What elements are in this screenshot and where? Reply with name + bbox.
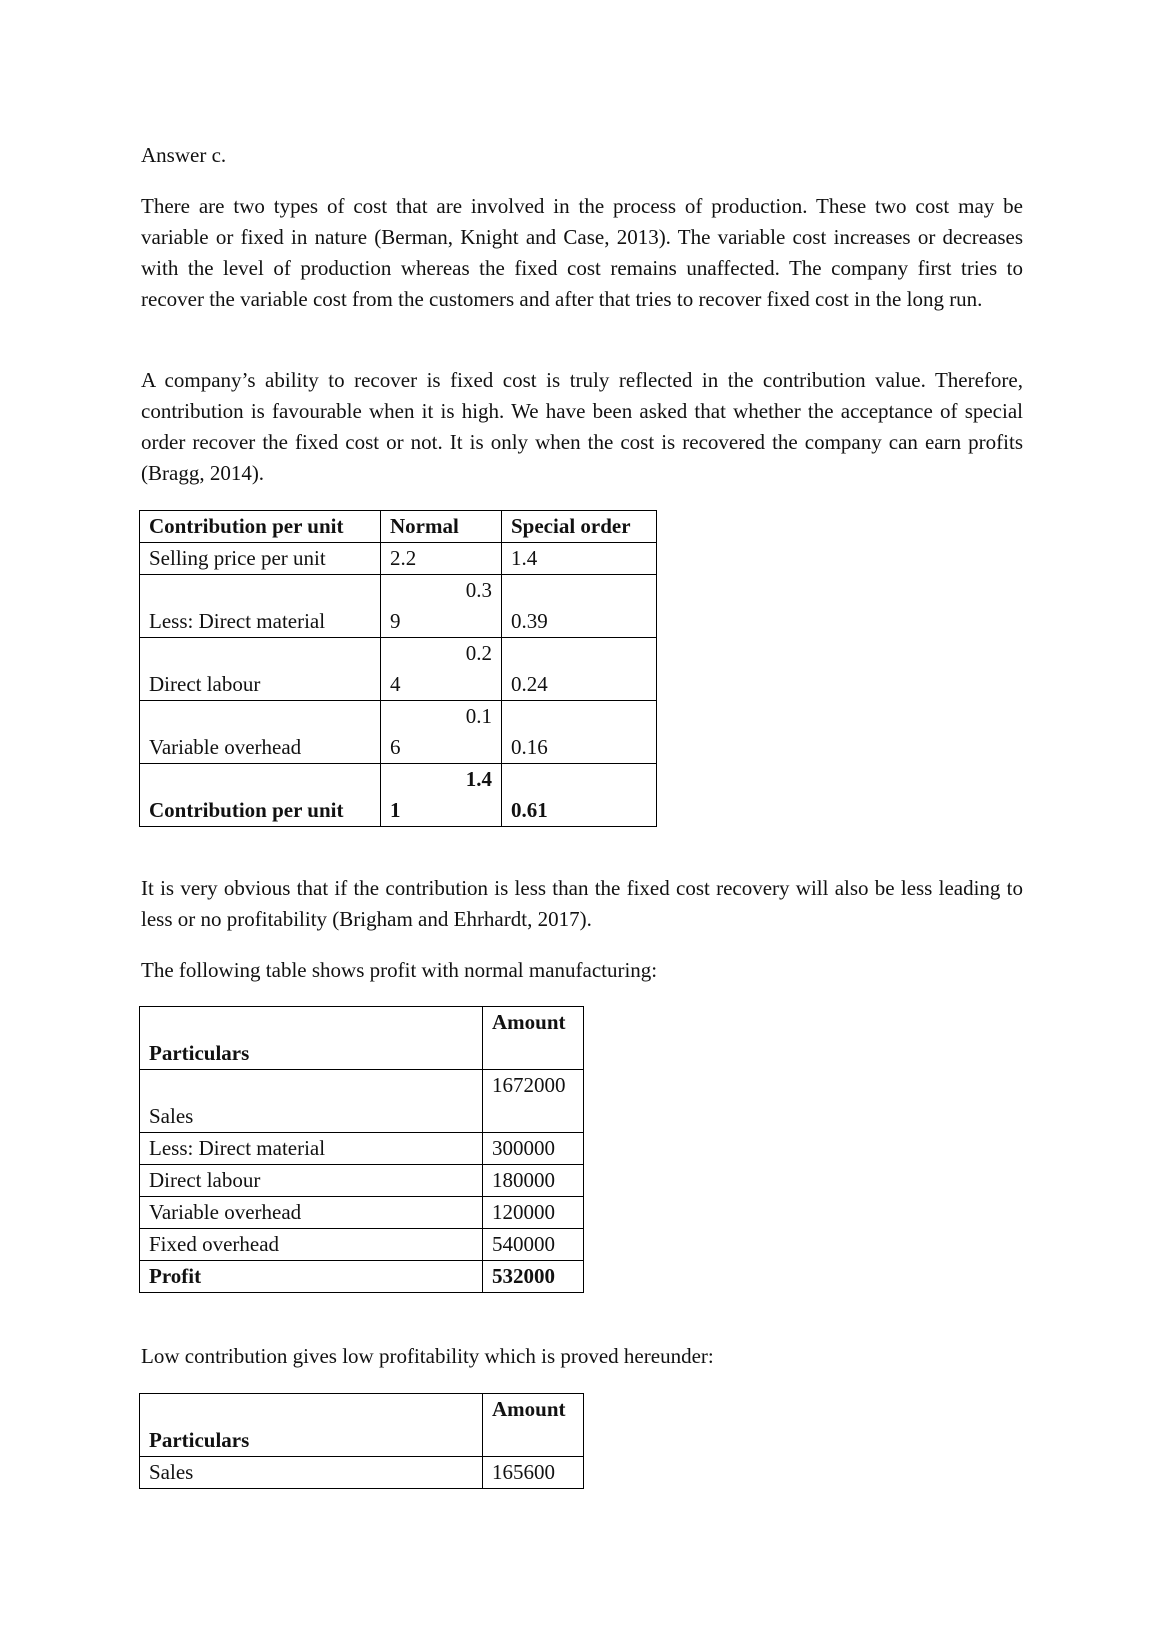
- paragraph-contribution: A company’s ability to recover is fixed cost is truly reflected in the contribution value. Therefore, contribution is favourable when it is high. We have been asked that whether the acceptance of special order recover the fixed cost or not. It is only when the cost is recovered the company can earn profits (Bragg, 2014).: [141, 368, 1023, 485]
- table-row: [140, 1165, 584, 1197]
- row-label: Direct labour: [140, 1165, 483, 1197]
- paragraph-low-contribution: Low contribution gives low profitability which is proved hereunder:: [141, 1344, 714, 1368]
- amount-cell: 180000: [483, 1165, 584, 1197]
- amount-cell: 532000: [483, 1261, 584, 1293]
- special-value: 1.4: [502, 543, 657, 575]
- row-label: Variable overhead: [140, 1197, 483, 1229]
- answer-heading: Answer c.: [141, 143, 227, 167]
- special-value: 0.39: [502, 575, 657, 638]
- normal-value: [381, 638, 502, 701]
- table-row: [140, 511, 657, 543]
- normal-value: [381, 764, 502, 827]
- row-label: Sales: [140, 1070, 483, 1133]
- normal-value: 2.2: [381, 543, 502, 575]
- normal-value-part: 1: [390, 798, 401, 822]
- row-label: Less: Direct material: [140, 1133, 483, 1165]
- profit-table-normal: [139, 1006, 584, 1293]
- header-cell: Amount: [483, 1394, 584, 1457]
- header-cell: Particulars: [140, 1007, 483, 1070]
- row-label: Sales: [140, 1457, 483, 1489]
- amount-cell: 120000: [483, 1197, 584, 1229]
- special-value: 0.61: [502, 764, 657, 827]
- table-row: [140, 638, 657, 701]
- row-label: Contribution per unit: [140, 764, 381, 827]
- paragraph-normal-intro: The following table shows profit with normal manufacturing:: [141, 958, 658, 982]
- table-row: [140, 1457, 584, 1489]
- normal-value-part: 6: [390, 735, 401, 759]
- table-row: [140, 1229, 584, 1261]
- header-cell: Normal: [381, 511, 502, 543]
- row-label: Selling price per unit: [140, 543, 381, 575]
- normal-value-part: 0.2: [465, 641, 492, 665]
- row-label: Variable overhead: [140, 701, 381, 764]
- table-row: [140, 543, 657, 575]
- table-row: [140, 764, 657, 827]
- amount-cell: 1672000: [483, 1070, 584, 1133]
- amount-cell: 300000: [483, 1133, 584, 1165]
- paragraph-recovery: It is very obvious that if the contribution is less than the fixed cost recovery will also be less leading to less or no profitability (Brigham and Ehrhardt, 2017).: [141, 876, 1023, 931]
- table-row: [140, 1394, 584, 1457]
- normal-value-part: 9: [390, 609, 401, 633]
- table-row: [140, 701, 657, 764]
- table-row: [140, 1261, 584, 1293]
- header-cell: Particulars: [140, 1394, 483, 1457]
- table-row: [140, 1133, 584, 1165]
- normal-value-part: 0.3: [465, 578, 492, 602]
- normal-value-part: 4: [390, 672, 401, 696]
- row-label: Profit: [140, 1261, 483, 1293]
- amount-cell: 540000: [483, 1229, 584, 1261]
- table-row: [140, 1007, 584, 1070]
- table-row: [140, 1197, 584, 1229]
- normal-value-part: 1.4: [465, 767, 492, 791]
- profit-table-special: [139, 1393, 584, 1489]
- header-cell: Special order: [502, 511, 657, 543]
- header-cell: Amount: [483, 1007, 584, 1070]
- row-label: Fixed overhead: [140, 1229, 483, 1261]
- row-label: Direct labour: [140, 638, 381, 701]
- special-value: 0.24: [502, 638, 657, 701]
- table-row: [140, 575, 657, 638]
- normal-value-part: 0.1: [465, 704, 492, 728]
- normal-value: [381, 701, 502, 764]
- special-value: 0.16: [502, 701, 657, 764]
- header-cell: Contribution per unit: [140, 511, 381, 543]
- table-row: [140, 1070, 584, 1133]
- normal-value: [381, 575, 502, 638]
- row-label: Less: Direct material: [140, 575, 381, 638]
- amount-cell: 165600: [483, 1457, 584, 1489]
- paragraph-cost-types: There are two types of cost that are involved in the process of production. These two cost may be variable or fixed in nature (Berman, Knight and Case, 2013). The variable cost increases or decreases with the level of production whereas the fixed cost remains unaffected. The company first tries to recover the variable cost from the customers and after that tries to recover fixed cost in the long run.: [141, 194, 1023, 311]
- contribution-table: [139, 510, 657, 827]
